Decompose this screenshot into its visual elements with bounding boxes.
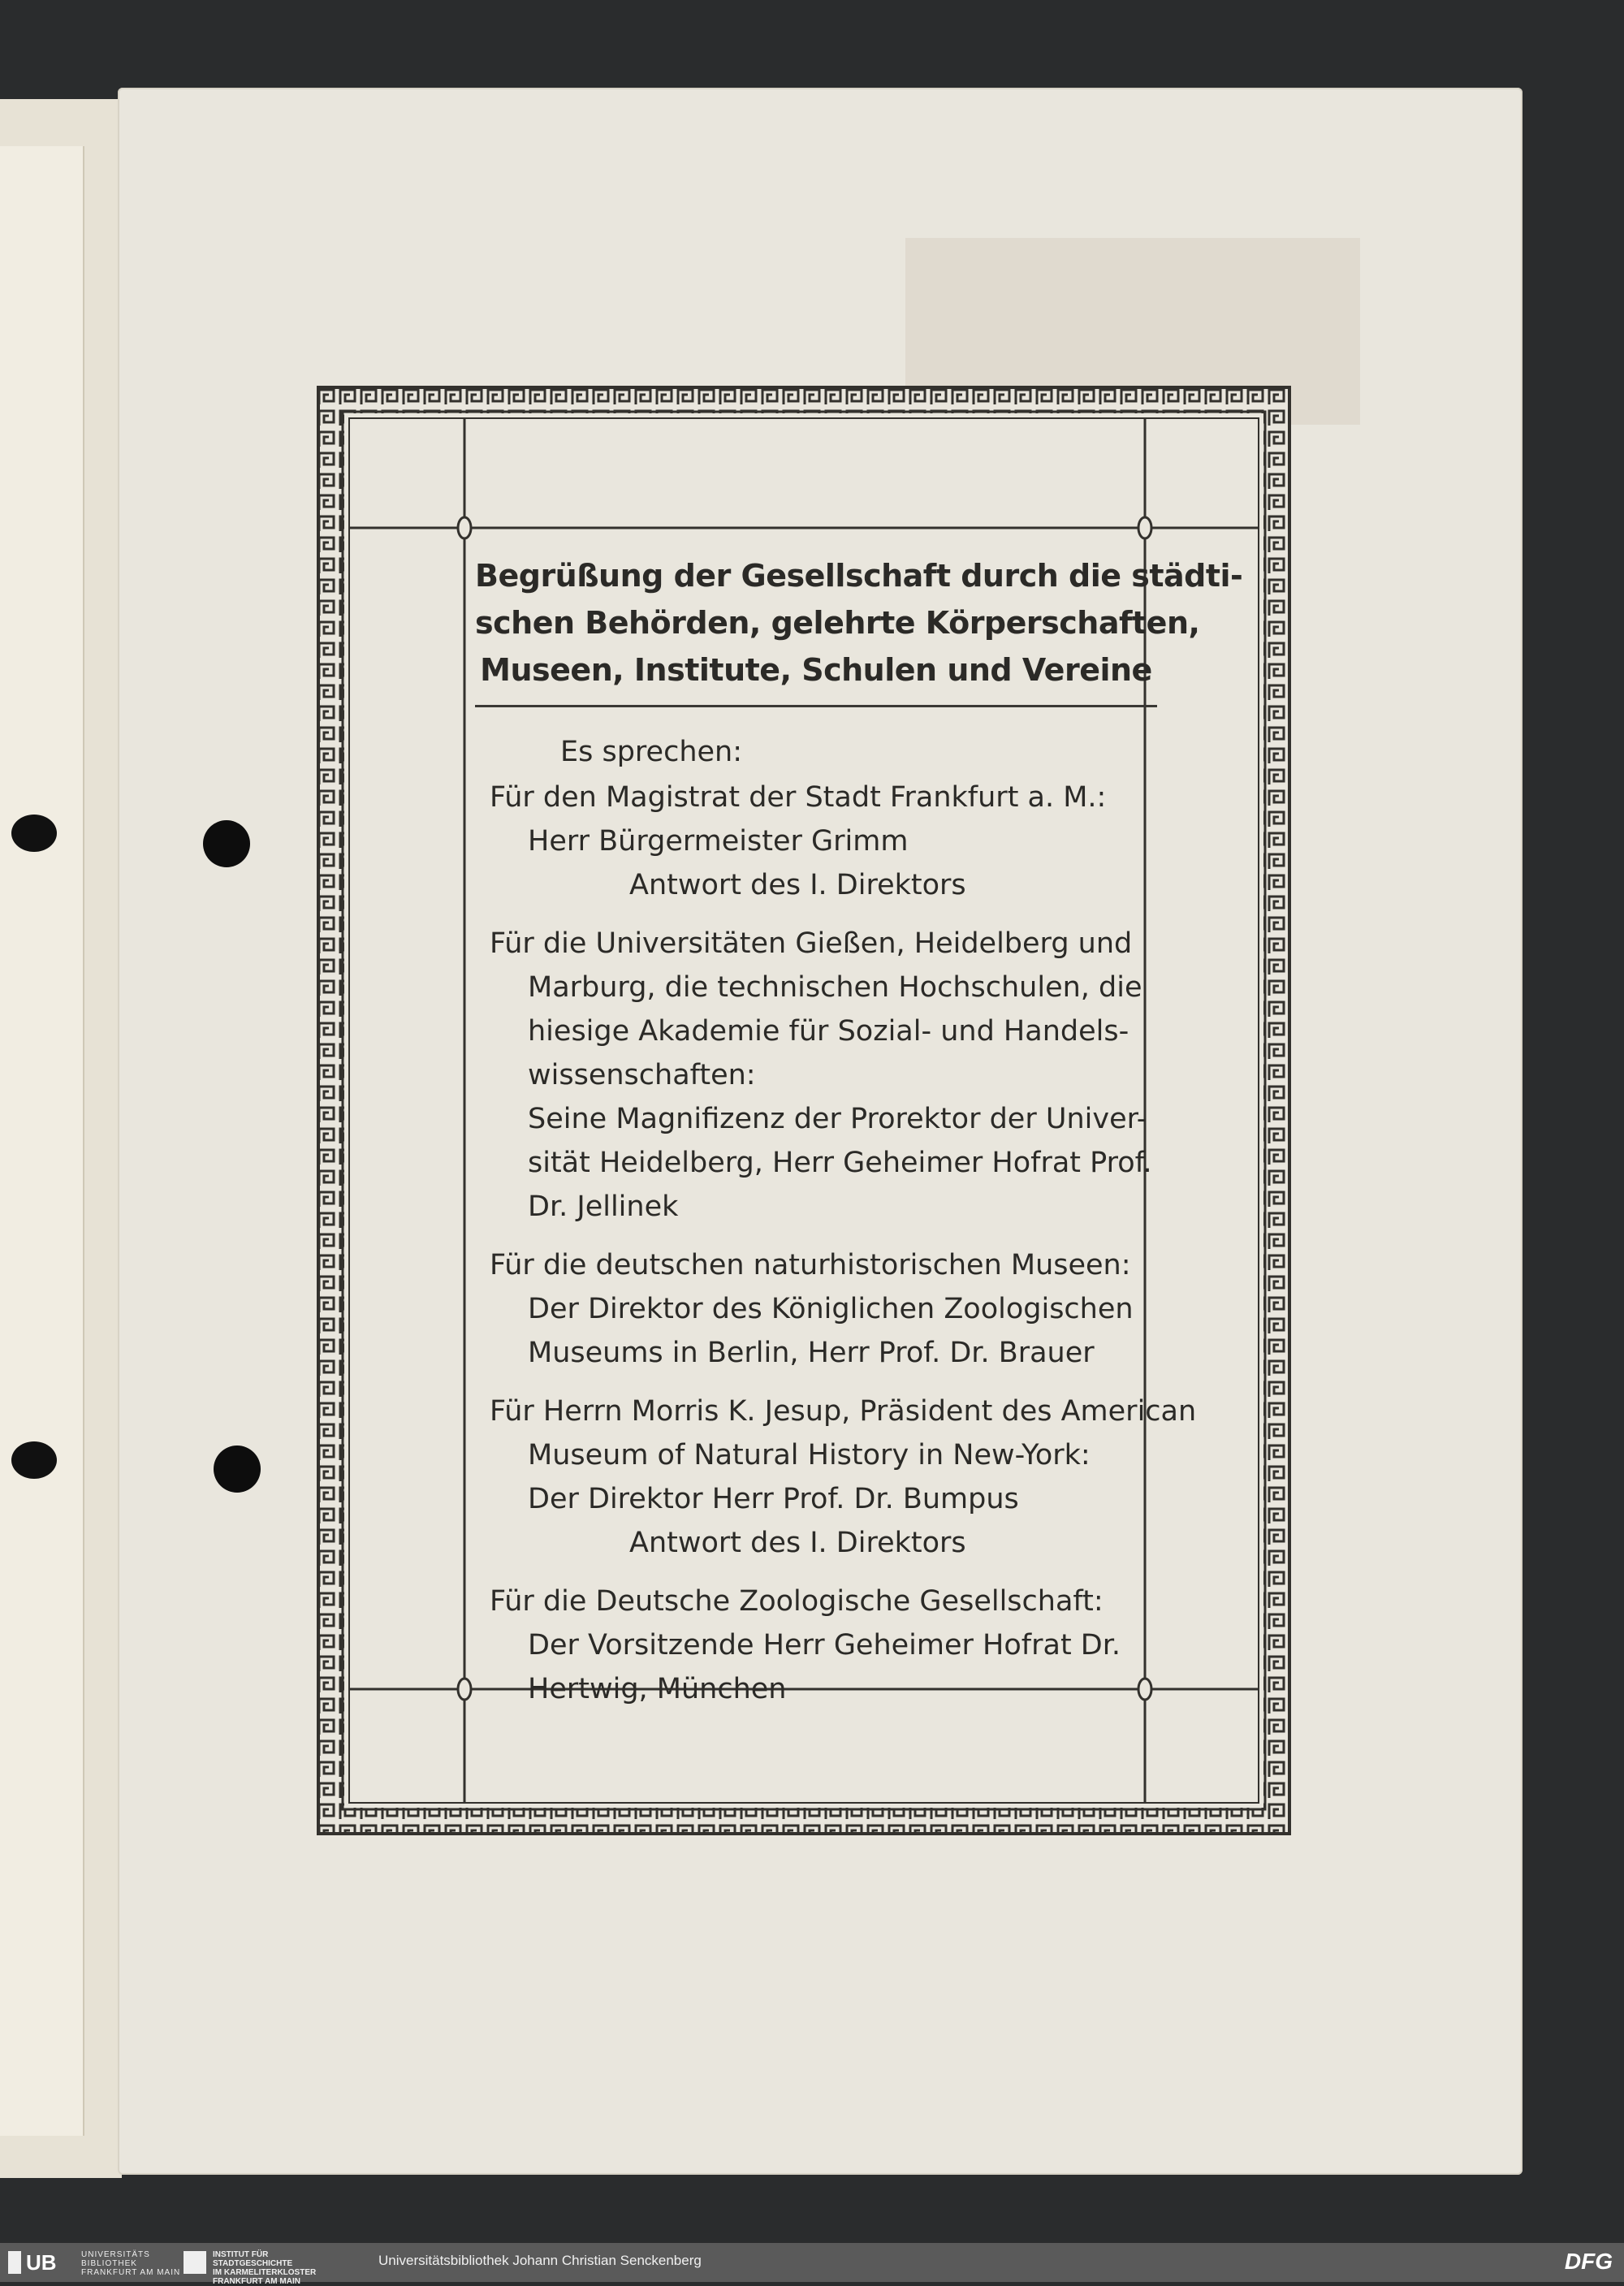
section-line-reply: Antwort des I. Direktors [629, 1527, 966, 1559]
ub-logo: UB [26, 2250, 57, 2275]
viewer-footer [0, 2243, 1624, 2286]
inst-line-1: INSTITUT FÜR [213, 2250, 269, 2259]
dfg-logo: DFG [1564, 2249, 1613, 2274]
ub-sub-line-2: BIBLIOTHEK [81, 2259, 137, 2268]
punch-hole-left-lower [11, 1441, 57, 1479]
section-line-sub: Der Direktor des Königlichen Zoologischen [528, 1293, 1134, 1325]
punch-hole-left-upper [11, 815, 57, 852]
section-line-sub: Seine Magnifizenz der Prorektor der Univer- [528, 1103, 1147, 1135]
ub-sub-line-1: UNIVERSITÄTS [81, 2250, 150, 2259]
section-line-sub: Herr Bürgermeister Grimm [528, 825, 909, 858]
section-line-sub: Dr. Jellinek [528, 1191, 679, 1223]
punch-hole-upper [203, 820, 250, 867]
section-line-reply: Antwort des I. Direktors [629, 869, 966, 901]
section-line-head: Für die Deutsche Zoologische Gesellschaft: [490, 1585, 1104, 1618]
section-line-sub: Museums in Berlin, Herr Prof. Dr. Brauer [528, 1337, 1095, 1369]
section-line-sub: sität Heidelberg, Herr Geheimer Hofrat Prof. [528, 1147, 1152, 1179]
left-leaf-edge [0, 146, 84, 2136]
library-name: Universitätsbibliothek Johann Christian Senckenberg [378, 2253, 702, 2268]
speaker-section [483, 1579, 1149, 1711]
title-line-1: Begrüßung der Gesellschaft durch die städti- [475, 558, 1243, 594]
speaker-sections [483, 776, 1197, 1711]
punch-hole-lower [214, 1445, 261, 1493]
section-line-cont: Marburg, die technischen Hochschulen, die [528, 971, 1142, 1004]
speaker-section [483, 776, 1149, 907]
section-line-sub: Der Vorsitzende Herr Geheimer Hofrat Dr. [528, 1629, 1121, 1662]
inst-line-2: STADTGESCHICHTE [213, 2259, 293, 2268]
page-title [475, 552, 1243, 707]
title-line-3: Museen, Institute, Schulen und Vereine [480, 652, 1152, 688]
section-line-head: Für den Magistrat der Stadt Frankfurt a. M.: [490, 781, 1107, 814]
institute-logo [213, 2250, 316, 2286]
section-line-cont: wissenschaften: [528, 1059, 756, 1091]
section-line-head: Für die deutschen naturhistorischen Museen: [490, 1249, 1131, 1281]
ub-logo-subtitle [81, 2250, 180, 2277]
ub-emblem-icon [8, 2251, 21, 2274]
program-text [475, 552, 1243, 1726]
speaker-section [483, 1243, 1149, 1375]
inst-line-3: IM KARMELITERKLOSTER [213, 2268, 317, 2277]
institute-emblem-icon [184, 2251, 206, 2274]
section-line-sub: Hertwig, München [528, 1673, 787, 1705]
section-line-cont: hiesige Akademie für Sozial- und Handels- [528, 1015, 1129, 1048]
inst-line-4: FRANKFURT AM MAIN [213, 2277, 300, 2286]
speaker-section [483, 922, 1152, 1229]
section-line-head: Für Herrn Morris K. Jesup, Präsident des American [490, 1395, 1197, 1428]
title-line-2: schen Behörden, gelehrte Körperschaften, [475, 605, 1200, 641]
section-line-sub: Der Direktor Herr Prof. Dr. Bumpus [528, 1483, 1019, 1515]
speaker-section [483, 1389, 1197, 1565]
section-line-head: Für die Universitäten Gießen, Heidelberg und [490, 927, 1133, 960]
ub-sub-line-3: FRANKFURT AM MAIN [81, 2268, 181, 2277]
intro-line: Es sprechen: [560, 736, 743, 768]
section-line-cont: Museum of Natural History in New-York: [528, 1439, 1091, 1471]
